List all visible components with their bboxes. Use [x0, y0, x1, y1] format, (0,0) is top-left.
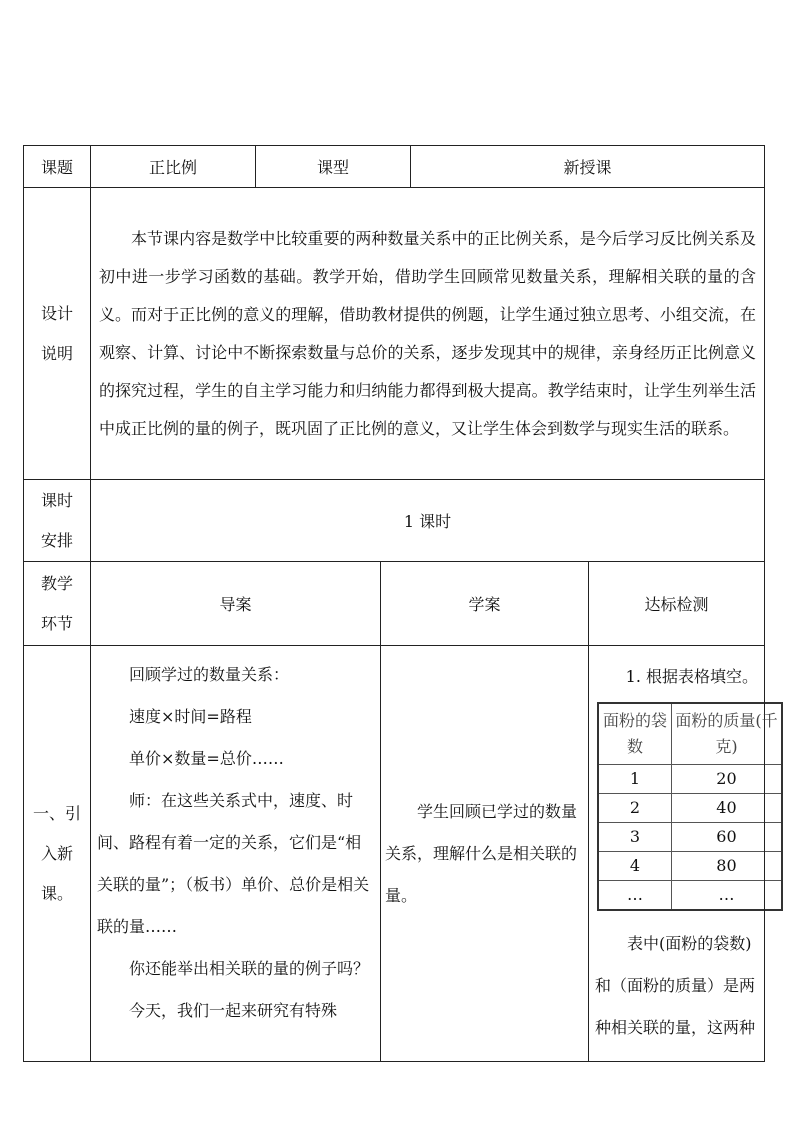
table-row: 3 60	[598, 823, 782, 852]
section1-label: 一、引 入新 课。	[24, 646, 91, 1062]
column-header-row	[24, 562, 765, 646]
guide-column-header: 导案	[91, 562, 381, 646]
topic-value: 正比例	[91, 146, 256, 188]
schedule-label: 课时 安排	[24, 480, 91, 562]
table-row: 1 20	[598, 765, 782, 794]
table-row: 2 40	[598, 794, 782, 823]
guide-line: 单价×数量=总价……	[129, 749, 284, 768]
guide-line: 师：在这些关系式中，速度、时间、路程有着一定的关系，它们是“相关联的量”；（板书）单价、总价是相关联的量……	[97, 791, 370, 936]
flour-table	[597, 702, 783, 911]
study-content	[381, 646, 589, 1062]
guide-line: 你还能举出相关联的量的例子吗？	[129, 959, 370, 978]
check-content	[589, 646, 778, 1062]
guide-line: 回顾学过的数量关系：	[129, 665, 290, 684]
type-label: 课型	[256, 146, 411, 188]
design-label: 设计 说明	[24, 188, 91, 480]
schedule-row	[24, 480, 765, 562]
lesson-plan-table	[23, 145, 778, 1062]
design-text: 本节课内容是数学中比较重要的两种数量关系中的正比例关系，是今后学习反比例关系及初中进一步学习函数的基础。教学开始，借助学生回顾常见数量关系，理解相关联的量的含义。而对于正比例的意义的理解，借助教材提供的例题，让学生通过独立思考、小组交流，在观察、计算、讨论中不断探索数量与总价的关系，逐步发现其中的规律，亲身经历正比例意义的探究过程，学生的自主学习能力和归纳能力都得到极大提高。教学结束时，让学生列举生活中成正比例的量的例子，既巩固了正比例的意义，又让学生体会到数学与现实生活的联系。	[91, 188, 765, 480]
study-text: 学生回顾已学过的数量关系，理解什么是相关联的量。	[385, 801, 578, 905]
guide-line: 今天，我们一起来研究有特殊	[129, 1001, 338, 1020]
design-row	[24, 188, 765, 480]
study-column-header: 学案	[381, 562, 589, 646]
guide-content	[91, 646, 381, 1062]
schedule-value: 1 课时	[91, 480, 765, 562]
table-row: … …	[598, 881, 782, 911]
section1-row	[24, 646, 765, 1062]
guide-line: 速度×时间=路程	[129, 707, 252, 726]
flour-weight-header: 面粉的质量(千克)	[671, 703, 782, 765]
table-row: 4 80	[598, 852, 782, 881]
topic-label: 课题	[24, 146, 91, 188]
check-title: 1. 根据表格填空。	[625, 667, 759, 686]
check-column-header: 达标检测	[589, 562, 765, 646]
type-value: 新授课	[411, 146, 765, 188]
check-text: 表中(面粉的袋数)和（面粉的质量）是两种相关联的量，这两种	[595, 934, 756, 1037]
flour-bags-header: 面粉的袋数	[598, 703, 671, 765]
flour-table-header	[598, 703, 782, 765]
stage-label: 教学 环节	[24, 562, 91, 646]
header-row	[24, 146, 765, 188]
